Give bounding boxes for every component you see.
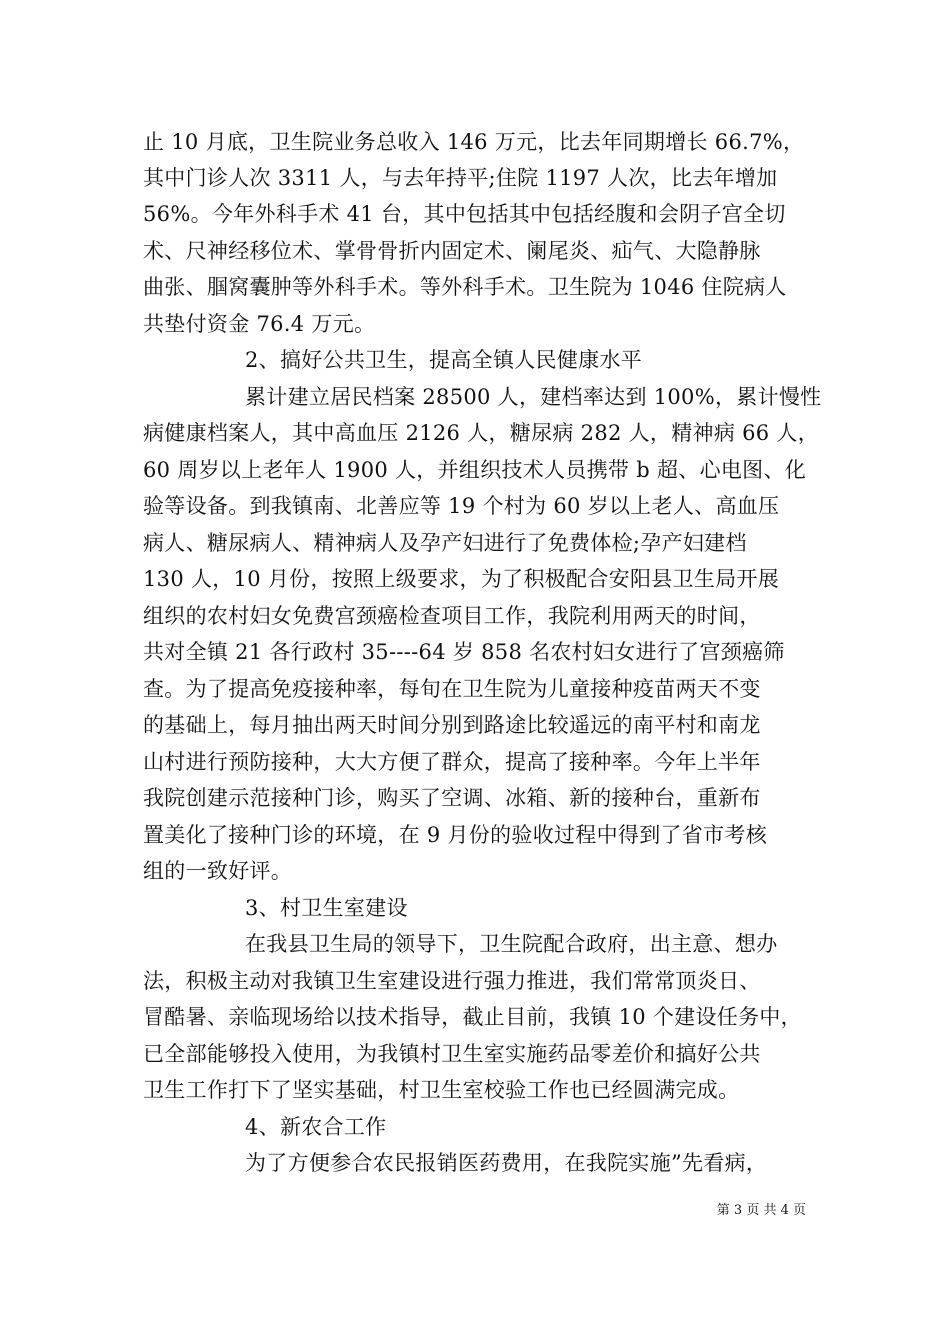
paragraph-line: 止 10 月底，卫生院业务总收入 146 万元，比去年同期增长 66.7%， — [143, 130, 805, 154]
paragraph-line: 病健康档案人，其中高血压 2126 人，糖尿病 282 人，精神病 66 人， — [143, 421, 819, 445]
paragraph-line: 为了方便参合农民报销医药费用，在我院实施”先看病， — [245, 1151, 768, 1175]
paragraph-line: 置美化了接种门诊的环境，在 9 月份的验收过程中得到了省市考核 — [143, 823, 768, 847]
paragraph-line: 冒酷暑、亲临现场给以技术指导，截止目前，我镇 10 个建设任务中， — [143, 1005, 802, 1029]
paragraph-line: 的基础上，每月抽出两天时间分别到路途比较遥远的南平村和南龙 — [143, 713, 761, 737]
paragraph-line: 56%。今年外科手术 41 台，其中包括其中包括经腹和会阴子宫全切 — [143, 202, 786, 226]
paragraph-line: 山村进行预防接种，大大方便了群众，提高了接种率。今年上半年 — [143, 750, 761, 774]
paragraph-line: 其中门诊人次 3311 人，与去年持平;住院 1197 人次，比去年增加 — [143, 166, 778, 190]
paragraph-line: 共对全镇 21 各行政村 35----64 岁 858 名农村妇女进行了宫颈癌筛 — [143, 640, 785, 664]
paragraph-line: 卫生工作打下了坚实基础，村卫生室校验工作也已经圆满完成。 — [143, 1078, 740, 1102]
paragraph-line: 130 人，10 月份，按照上级要求，为了积极配合安阳县卫生局开展 — [143, 567, 780, 591]
page-number: 第 3 页 共 4 页 — [716, 1203, 806, 1218]
section-heading: 4、新农合工作 — [245, 1115, 387, 1139]
paragraph-line: 法，积极主动对我镇卫生室建设进行强力推进，我们常常顶炎日、 — [143, 969, 761, 993]
paragraph-line: 曲张、腘窝囊肿等外科手术。等外科手术。卫生院为 1046 住院病人 — [143, 275, 787, 299]
paragraph-line: 累计建立居民档案 28500 人，建档率达到 100%，累计慢性 — [245, 385, 822, 409]
paragraph-line: 查。为了提高免疫接种率，每旬在卫生院为儿童接种疫苗两天不变 — [143, 677, 761, 701]
section-heading: 3、村卫生室建设 — [245, 896, 408, 920]
paragraph-line: 病人、糖尿病人、精神病人及孕产妇进行了免费体检;孕产妇建档 — [143, 531, 747, 555]
paragraph-line: 组织的农村妇女免费宫颈癌检查项目工作，我院利用两天的时间， — [143, 604, 761, 628]
paragraph-line: 术、尺神经移位术、掌骨骨折内固定术、阑尾炎、疝气、大隐静脉 — [143, 239, 761, 263]
paragraph-line: 组的一致好评。 — [143, 859, 293, 883]
paragraph-line: 已全部能够投入使用，为我镇村卫生室实施药品零差价和搞好公共 — [143, 1042, 761, 1066]
paragraph-line: 我院创建示范接种门诊，购买了空调、冰箱、新的接种台，重新布 — [143, 786, 761, 810]
paragraph-line: 验等设备。到我镇南、北善应等 19 个村为 60 岁以上老人、高血压 — [143, 494, 780, 518]
section-heading: 2、搞好公共卫生，提高全镇人民健康水平 — [245, 348, 643, 372]
paragraph-line: 在我县卫生局的领导下，卫生院配合政府，出主意、想办 — [245, 932, 778, 956]
paragraph-line: 共垫付资金 76.4 万元。 — [143, 312, 376, 336]
paragraph-line: 60 周岁以上老年人 1900 人，并组织技术人员携带 b 超、心电图、化 — [143, 458, 807, 482]
